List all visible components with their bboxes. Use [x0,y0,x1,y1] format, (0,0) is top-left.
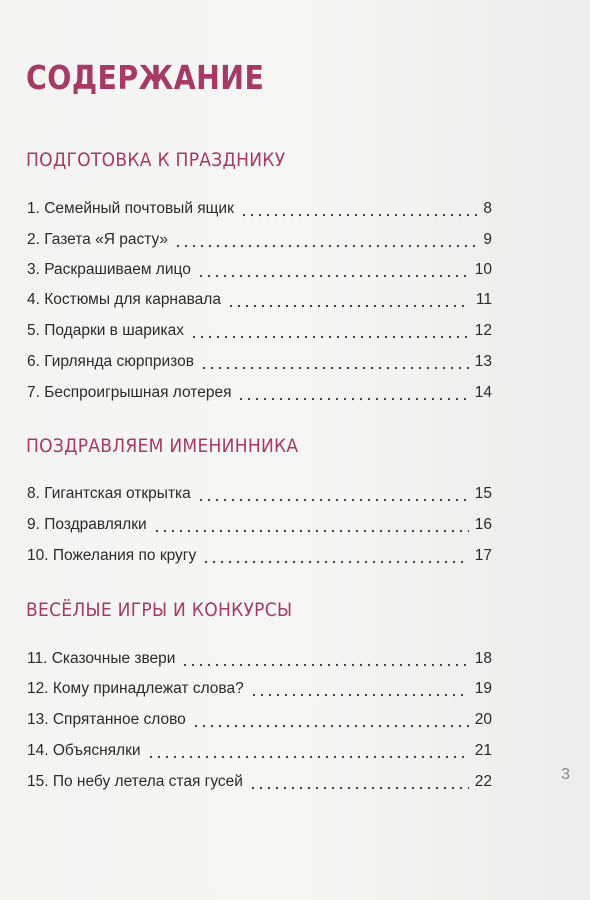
toc-entry-page: 18 [474,650,492,667]
dot-leader [202,547,469,565]
toc-entry[interactable] [27,646,492,668]
dot-leader [200,353,469,371]
section-heading-preparation: ПОДГОТОВКА К ПРАЗДНИКУ [26,149,286,171]
toc-entry[interactable] [27,707,492,729]
toc-entry-title: 7. Беспроигрышная лотерея [27,384,232,401]
toc-entry-title: 5. Подарки в шариках [27,322,185,339]
toc-entry-page: 19 [474,680,492,697]
dot-leader [174,231,477,249]
toc-entry-page: 13 [474,353,492,370]
toc-entry[interactable] [27,196,492,218]
toc-entry-page: 15 [474,485,492,502]
toc-entry-page: 9 [483,231,492,248]
toc-entry-page: 10 [474,261,492,278]
toc-entry-page: 16 [474,516,492,533]
toc-entry[interactable] [27,318,492,340]
toc-entry-title: 2. Газета «Я расту» [27,231,169,248]
dot-leader [192,711,469,729]
dot-leader [240,200,478,218]
toc-entry-page: 11 [475,291,492,308]
page-number: 3 [561,766,570,783]
dot-leader [250,680,469,698]
dot-leader [197,485,469,503]
toc-entry-page: 21 [474,742,492,759]
dot-leader [181,650,468,668]
dot-leader [237,384,468,402]
toc-entry[interactable] [27,543,492,565]
toc-entry[interactable] [27,481,492,503]
toc-entry-title: 13. Спрятанное слово [27,711,186,728]
toc-entry-title: 4. Костюмы для карнавала [27,291,221,308]
toc-entry[interactable] [27,349,492,371]
toc-entry-page: 14 [474,384,492,401]
toc-entry[interactable] [27,380,492,402]
toc-entry[interactable] [27,227,492,249]
toc-entry-title: 1. Семейный почтовый ящик [27,200,234,217]
toc-entry-title: 9. Поздравлялки [27,516,147,533]
section-heading-games: ВЕСЁЛЫЕ ИГРЫ И КОНКУРСЫ [26,599,293,621]
toc-entry-title: 8. Гигантская открытка [27,485,191,502]
toc-entry-page: 20 [474,711,492,728]
dot-leader [147,742,469,760]
toc-entry-page: 17 [474,547,492,564]
toc-entry-title: 14. Объяснялки [27,742,141,759]
dot-leader [190,322,469,340]
toc-entry-title: 15. По небу летела стая гусей [27,773,243,790]
toc-title: СОДЕРЖАНИЕ [26,58,265,97]
toc-entry[interactable] [27,287,492,309]
toc-entry[interactable] [27,512,492,534]
dot-leader [227,291,470,309]
dot-leader [197,261,469,279]
toc-entry[interactable] [27,769,492,791]
toc-entry-title: 10. Пожелания по кругу [27,547,197,564]
toc-entry-title: 11. Сказочные звери [27,650,176,667]
dot-leader [249,773,469,791]
toc-entry-page: 22 [474,773,492,790]
toc-entry[interactable] [27,676,492,698]
toc-entry-title: 6. Гирлянда сюрпризов [27,353,194,370]
section-heading-congratulations: ПОЗДРАВЛЯЕМ ИМЕНИННИКА [26,435,299,457]
toc-entry[interactable] [27,257,492,279]
toc-entry[interactable] [27,738,492,760]
toc-entry-title: 3. Раскрашиваем лицо [27,261,191,278]
toc-entry-page: 12 [474,322,492,339]
toc-entry-title: 12. Кому принадлежат слова? [27,680,244,697]
dot-leader [153,516,469,534]
toc-entry-page: 8 [483,200,492,217]
